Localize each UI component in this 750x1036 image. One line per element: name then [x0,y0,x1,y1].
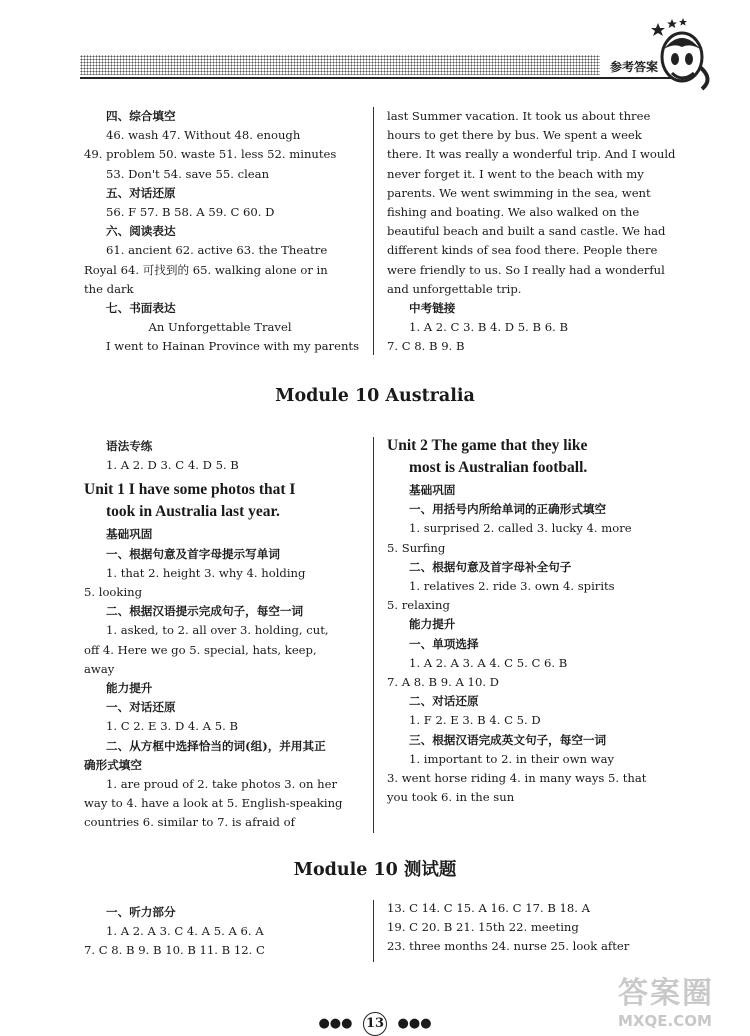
text-line: and unforgettable trip. [387,281,522,296]
watermark-logo [618,968,738,1030]
text-line: 13. C 14. C 15. A 16. C 17. B 18. A [387,901,591,915]
header-label: 参考答案 [610,60,659,74]
watermark-line1: 答案圈 [618,976,714,1011]
text-line: 1. that 2. height 3. why 4. holding [106,565,306,580]
text-line: 5. relaxing [387,598,450,613]
mascot-icon [650,17,720,92]
section-heading: 五、对话还原 [106,185,176,200]
section-heading: 基础巩固 [409,483,456,497]
section-heading: 能力提升 [409,617,456,632]
text-line: never forget it. I went to the beach with my [387,166,644,181]
unit2-title-line2: most is Australian football. [409,459,588,476]
page-header [80,47,670,83]
section-heading: 六、阅读表达 [106,224,176,239]
bottom-left-column [84,903,265,961]
text-line: An Unforgettable Travel [148,320,292,335]
mid-right-column [387,435,646,807]
mid-left-column [84,437,342,833]
text-line: 1. A 2. A 3. A 4. C 5. C 6. B [409,655,568,670]
text-line: 61. ancient 62. active 63. the Theatre [106,243,328,258]
footer-dots-left: ●●● [318,1016,353,1031]
text-line: 49. problem 50. waste 51. less 52. minutes [84,147,337,162]
unit2-title [387,435,646,479]
text-line: hours to get there by bus. We spent a week [387,128,642,143]
text-line: I went to Hainan Province with my parents [106,339,360,354]
text-line: 1. surprised 2. called 3. lucky 4. more [409,521,632,536]
text-line: 1. asked, to 2. all over 3. holding, cut, [106,623,329,638]
column-divider-mid [373,437,374,833]
text-line: 7. C 8. B 9. B 10. B 11. B 12. C [84,943,265,958]
text-line: way to 4. have a look at 5. English-speaking [84,796,343,811]
text-line: fishing and boating. We also walked on the [387,205,640,220]
section-heading: 语法专练 [106,439,153,453]
unit1-title [84,479,342,523]
text-line: 19. C 20. B 21. 15th 22. meeting [387,920,579,935]
section-heading: 确形式填空 [84,757,142,772]
section-heading: 一、根据句意及首字母提示写单词 [106,546,280,561]
text-line: different kinds of sea food there. People there [387,243,658,258]
text-line: 3. went horse riding 4. in many ways 5. that [387,771,647,786]
section-heading: 一、单项选择 [409,636,479,651]
module-title: Module 10 Australia [275,386,475,406]
section-heading: 二、对话还原 [409,694,479,709]
text-line: 56. F 57. B 58. A 59. C 60. D [106,205,275,220]
section-heading: 一、听力部分 [106,905,176,919]
unit1-title-line1: Unit 1 I have some photos that I [84,481,296,499]
section-heading: 中考链接 [409,301,456,316]
text-line: 7. C 8. B 9. B [387,339,465,354]
section-heading: 七、书面表达 [106,301,176,316]
unit2-title-line1: Unit 2 The game that they like [387,437,588,454]
section-heading: 二、从方框中选择恰当的词(组)，并用其正 [106,738,326,753]
section-heading: 四、综合填空 [106,109,176,123]
text-line: 1. important to 2. in their own way [409,751,615,766]
text-line: you took 6. in the sun [387,790,515,805]
header-rule [80,77,680,79]
text-line: 5. looking [84,585,143,600]
text-line: beautiful beach and built a sand castle. We had [387,224,666,239]
column-divider-top [373,107,374,355]
text-line: 1. C 2. E 3. D 4. A 5. B [106,719,238,734]
text-line: away [84,661,115,676]
section-heading: 能力提升 [106,681,153,696]
text-line: Royal 64. 可找到的 65. walking alone or in [84,262,328,277]
column-divider-bottom [373,900,374,962]
section-heading: 三、根据汉语完成英文句子，每空一词 [409,732,607,747]
section-heading: 二、根据汉语提示完成句子，每空一词 [106,604,304,619]
header-hatch-band [80,55,600,75]
text-line: 23. three months 24. nurse 25. look after [387,939,630,954]
text-line: 1. relatives 2. ride 3. own 4. spirits [409,579,615,594]
text-line: countries 6. similar to 7. is afraid of [84,815,295,830]
text-line: were friendly to us. So I really had a wonderful [387,262,665,277]
unit1-title-line2: took in Australia last year. [106,503,280,521]
text-line: 1. A 2. C 3. B 4. D 5. B 6. B [409,320,569,335]
test-title: Module 10 测试题 [293,860,457,880]
text-line: last Summer vacation. It took us about three [387,109,651,123]
page-number: 13 [363,1012,387,1036]
top-right-column [387,107,675,357]
text-line: 53. Don't 54. save 55. clean [106,166,270,181]
footer-dots-right: ●●● [397,1016,432,1031]
text-line: 1. are proud of 2. take photos 3. on her [106,777,338,792]
text-line: there. It was really a wonderful trip. And I would [387,147,676,162]
text-line: 7. A 8. B 9. A 10. D [387,675,499,690]
text-line: 1. A 2. A 3. C 4. A 5. A 6. A [106,924,264,939]
top-left-column [84,107,359,357]
section-heading: 二、根据句意及首字母补全句子 [409,559,572,574]
bottom-right-column [387,899,629,957]
text-line: parents. We went swimming in the sea, went [387,185,651,200]
section-heading: 基础巩固 [106,527,153,542]
text-line: 5. Surfing [387,540,446,555]
section-heading: 一、对话还原 [106,700,176,715]
text-line: 1. A 2. D 3. C 4. D 5. B [106,458,239,473]
text-line: the dark [84,281,134,296]
section-heading: 一、用括号内所给单词的正确形式填空 [409,502,607,517]
text-line: off 4. Here we go 5. special, hats, keep, [84,642,317,657]
text-line: 46. wash 47. Without 48. enough [106,128,301,143]
text-line: 1. F 2. E 3. B 4. C 5. D [409,713,541,728]
watermark-line2: MXQE.COM [618,1012,712,1030]
